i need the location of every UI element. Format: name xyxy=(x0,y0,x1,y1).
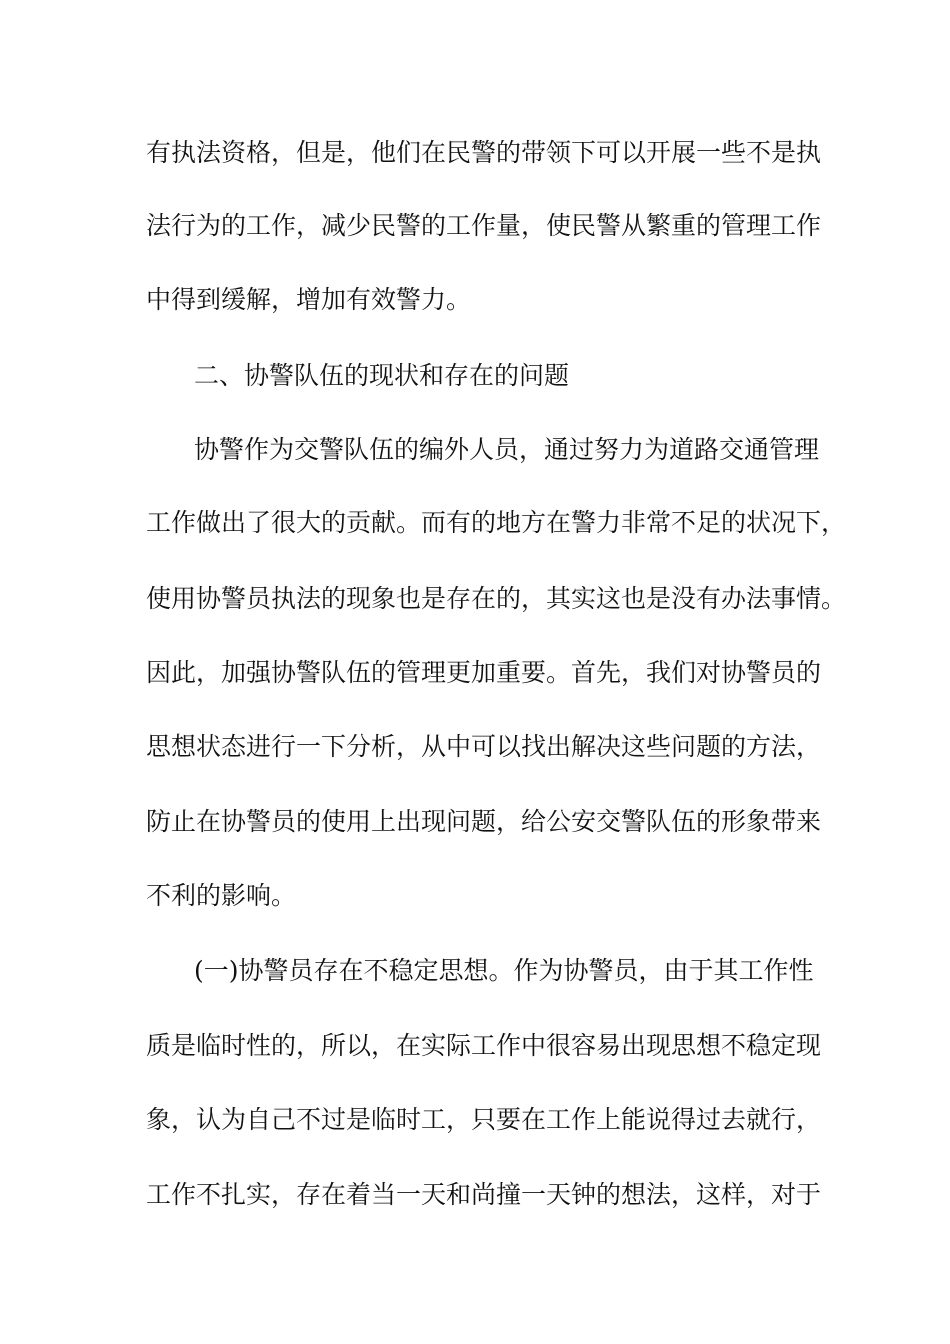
text-line-10: 防止在协警员的使用上出现问题，给公安交警队伍的形象带来 xyxy=(146,807,822,836)
text-line-2: 法行为的工作，减少民警的工作量，使民警从繁重的管理工作 xyxy=(146,211,822,240)
text-line-3: 中得到缓解，增加有效警力。 xyxy=(146,285,472,314)
text-line-15: 工作不扎实，存在着当一天和尚撞一天钟的想法，这样，对于 xyxy=(146,1180,822,1209)
text-line-1: 有执法资格，但是，他们在民警的带领下可以开展一些不是执 xyxy=(146,138,822,167)
text-line-8: 因此，加强协警队伍的管理更加重要。首先，我们对协警员的 xyxy=(146,658,822,687)
text-line-6: 工作做出了很大的贡献。而有的地方在警力非常不足的状况下， xyxy=(146,508,847,537)
subsection-heading: (一)协警员存在不稳定思想。作为协警员，由于其工作性 xyxy=(194,956,814,985)
text-line-11: 不利的影响。 xyxy=(146,881,297,910)
text-line-14: 象，认为自己不过是临时工，只要在工作上能说得过去就行， xyxy=(146,1105,822,1134)
text-line-9: 思想状态进行一下分析，从中可以找出解决这些问题的方法， xyxy=(146,732,822,761)
section-heading: 二、协警队伍的现状和存在的问题 xyxy=(194,361,570,390)
text-line-13: 质是临时性的，所以，在实际工作中很容易出现思想不稳定现 xyxy=(146,1031,822,1060)
text-line-7: 使用协警员执法的现象也是存在的，其实这也是没有办法事情。 xyxy=(146,584,847,613)
text-line-5: 协警作为交警队伍的编外人员，通过努力为道路交通管理 xyxy=(194,435,820,464)
